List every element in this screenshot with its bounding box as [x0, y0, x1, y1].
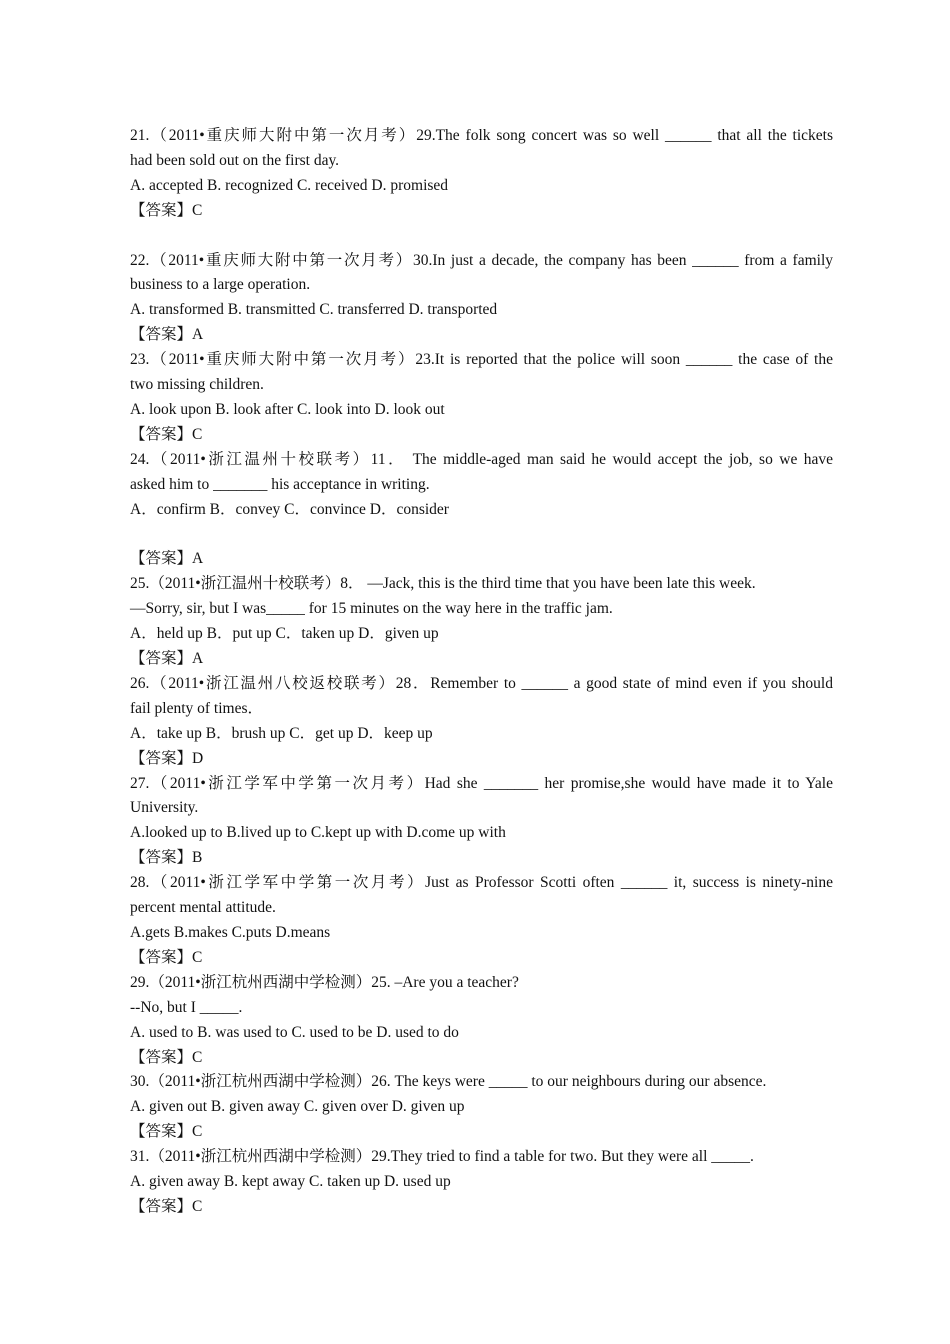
text-line: A. used to B. was used to C. used to be D. used to do [130, 1023, 459, 1041]
answer-line: 【答案】C [130, 1048, 203, 1066]
answer-line: 【答案】C [130, 948, 203, 966]
answer-line: 【答案】D [130, 749, 204, 767]
text-line: asked him to _______ his acceptance in writing. [130, 475, 430, 493]
text-line: 28.（2011•浙江学军中学第一次月考）Just as Professor Scotti often ______ it, success is ninety-nine [130, 874, 833, 892]
text-line: 30.（2011•浙江杭州西湖中学检测）26. The keys were _____ to our neighbours during our absence. [130, 1073, 767, 1091]
text-line: University. [130, 799, 199, 817]
text-line: A. look upon B. look after C. look into D. look out [130, 400, 445, 418]
text-line: A. given away B. kept away C. taken up D. used up [130, 1173, 451, 1191]
document-page [130, 124, 833, 1220]
text-line: —Sorry, sir, but I was_____ for 15 minutes on the way here in the traffic jam. [130, 600, 613, 618]
text-line: 31.（2011•浙江杭州西湖中学检测）29.They tried to find a table for two. But they were all _____. [130, 1148, 754, 1166]
text-line: 24.（2011•浙江温州十校联考）11． The middle-aged man said he would accept the job, so we have [130, 450, 833, 468]
answer-line: 【答案】C [130, 425, 203, 443]
text-line: percent mental attitude. [130, 899, 276, 917]
answer-line: 【答案】A [130, 650, 204, 667]
text-line: A.gets B.makes C.puts D.means [130, 923, 331, 941]
text-line: A．confirm B．convey C．convince D．consider [130, 500, 449, 518]
answer-line: 【答案】A [130, 326, 204, 344]
blank-line [130, 224, 833, 249]
text-line: 26.（2011•浙江温州八校返校联考）28．Remember to ______ a good state of mind even if you should [130, 674, 833, 692]
text-line: A．held up B．put up C．taken up D．given up [130, 625, 439, 643]
text-line: A. transformed B. transmitted C. transferred D. transported [130, 301, 498, 319]
text-line: two missing children. [130, 376, 264, 394]
text-line: A．take up B．brush up C．get up D．keep up [130, 724, 433, 742]
text-line: --No, but I _____. [130, 998, 243, 1016]
answer-line: 【答案】C [130, 1123, 203, 1141]
answer-line: 【答案】B [130, 849, 203, 867]
answer-line: 【答案】A [130, 550, 204, 568]
text-line: A. accepted B. recognized C. received D. promised [130, 176, 449, 194]
text-line: 29.（2011•浙江杭州西湖中学检测）25. –Are you a teacher? [130, 973, 519, 991]
text-line: A. given out B. given away C. given over D. given up [130, 1098, 465, 1116]
text-line: business to a large operation. [130, 276, 311, 294]
blank-line [130, 522, 833, 547]
text-line: 22.（2011•重庆师大附中第一次月考）30.In just a decade, the company has been ______ from a family [130, 251, 833, 269]
text-line: A.looked up to B.lived up to C.kept up with D.come up with [130, 824, 506, 842]
text-line: 25.（2011•浙江温州十校联考）8． —Jack, this is the third time that you have been late this week. [130, 575, 756, 593]
text-line: 23.（2011•重庆师大附中第一次月考）23.It is reported that the police will soon ______ the case of the [130, 351, 833, 369]
text-line: fail plenty of times． [130, 699, 264, 717]
text-line: 27.（2011•浙江学军中学第一次月考）Had she _______ her promise,she would have made it to Yale [130, 774, 833, 792]
text-line: 21.（2011•重庆师大附中第一次月考）29.The folk song concert was so well ______ that all the tickets [130, 127, 833, 144]
answer-line: 【答案】C [130, 1197, 203, 1215]
answer-line: 【答案】C [130, 201, 203, 219]
text-line: had been sold out on the first day. [130, 151, 340, 169]
